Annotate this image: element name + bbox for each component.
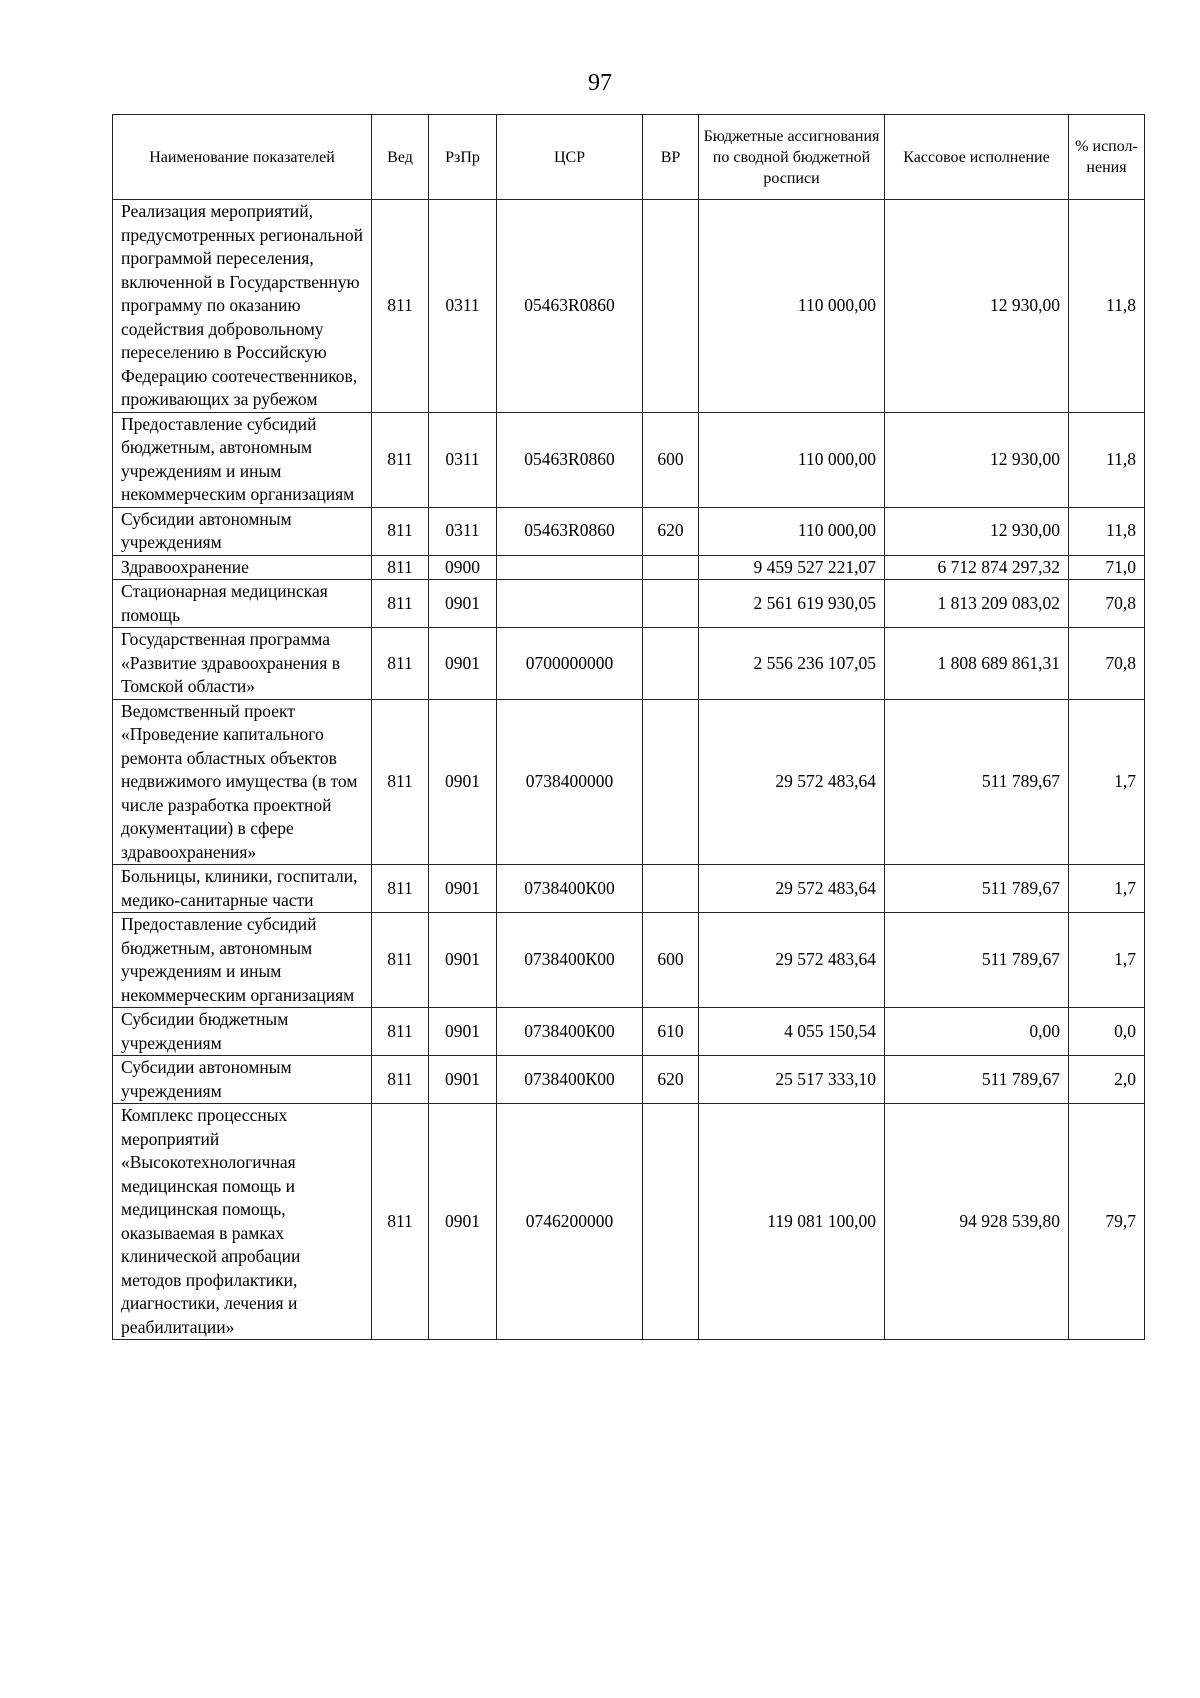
row-csr <box>497 555 643 580</box>
row-assigned: 2 561 619 930,05 <box>699 580 885 628</box>
row-rzpr: 0901 <box>429 913 497 1008</box>
table-row <box>113 507 1145 555</box>
row-vr: 620 <box>643 1056 699 1104</box>
row-csr: 0738400К00 <box>497 1008 643 1056</box>
row-assigned: 110 000,00 <box>699 200 885 413</box>
row-vr: 610 <box>643 1008 699 1056</box>
row-executed: 12 930,00 <box>885 507 1069 555</box>
row-assigned: 4 055 150,54 <box>699 1008 885 1056</box>
row-name: Ведомственный проект «Проведение капитального ремонта областных объектов недвижимого имущества (в том числе разработка проектной документации) в сфере здравоохранения» <box>113 699 372 865</box>
row-csr: 0738400К00 <box>497 1056 643 1104</box>
table-row <box>113 699 1145 865</box>
row-percent: 1,7 <box>1069 865 1145 913</box>
row-executed: 511 789,67 <box>885 865 1069 913</box>
row-assigned: 25 517 333,10 <box>699 1056 885 1104</box>
row-csr: 05463R0860 <box>497 412 643 507</box>
table-row <box>113 1104 1145 1340</box>
row-ved: 811 <box>372 628 429 700</box>
table-row <box>113 555 1145 580</box>
row-vr: 600 <box>643 913 699 1008</box>
table-row <box>113 865 1145 913</box>
row-vr <box>643 555 699 580</box>
row-assigned: 110 000,00 <box>699 507 885 555</box>
row-executed: 6 712 874 297,32 <box>885 555 1069 580</box>
row-percent: 1,7 <box>1069 699 1145 865</box>
row-percent: 1,7 <box>1069 913 1145 1008</box>
header-vr: ВР <box>643 115 699 200</box>
row-ved: 811 <box>372 1056 429 1104</box>
row-ved: 811 <box>372 699 429 865</box>
table-row <box>113 1008 1145 1056</box>
row-assigned: 29 572 483,64 <box>699 913 885 1008</box>
row-executed: 1 808 689 861,31 <box>885 628 1069 700</box>
row-percent: 79,7 <box>1069 1104 1145 1340</box>
row-percent: 11,8 <box>1069 412 1145 507</box>
row-ved: 811 <box>372 580 429 628</box>
row-assigned: 9 459 527 221,07 <box>699 555 885 580</box>
header-name: Наименование показателей <box>113 115 372 200</box>
row-vr: 620 <box>643 507 699 555</box>
header-csr: ЦСР <box>497 115 643 200</box>
row-ved: 811 <box>372 555 429 580</box>
row-csr: 0738400К00 <box>497 865 643 913</box>
row-rzpr: 0311 <box>429 412 497 507</box>
table-row <box>113 628 1145 700</box>
header-percent: % испол-нения <box>1069 115 1145 200</box>
row-executed: 94 928 539,80 <box>885 1104 1069 1340</box>
row-name: Предоставление субсидий бюджетным, автономным учреждениям и иным некоммерческим организациям <box>113 913 372 1008</box>
row-executed: 0,00 <box>885 1008 1069 1056</box>
table-row <box>113 580 1145 628</box>
row-executed: 12 930,00 <box>885 412 1069 507</box>
row-assigned: 2 556 236 107,05 <box>699 628 885 700</box>
row-executed: 511 789,67 <box>885 1056 1069 1104</box>
row-rzpr: 0900 <box>429 555 497 580</box>
row-percent: 70,8 <box>1069 580 1145 628</box>
row-csr: 05463R0860 <box>497 507 643 555</box>
row-name: Субсидии автономным учреждениям <box>113 507 372 555</box>
row-name: Стационарная медицинская помощь <box>113 580 372 628</box>
row-rzpr: 0901 <box>429 699 497 865</box>
row-vr <box>643 699 699 865</box>
page-number: 97 <box>588 70 612 96</box>
row-ved: 811 <box>372 1008 429 1056</box>
header-ved: Вед <box>372 115 429 200</box>
row-rzpr: 0311 <box>429 507 497 555</box>
row-csr: 0746200000 <box>497 1104 643 1340</box>
header-executed: Кассовое исполнение <box>885 115 1069 200</box>
row-ved: 811 <box>372 200 429 413</box>
row-assigned: 119 081 100,00 <box>699 1104 885 1340</box>
row-name: Комплекс процессных мероприятий «Высокотехнологичная медицинская помощь и медицинская помощь, оказываемая в рамках клинической апробации методов профилактики, диагностики, лечения и реабилитации» <box>113 1104 372 1340</box>
header-assigned: Бюджетные ассигнования по сводной бюджетной росписи <box>699 115 885 200</box>
row-percent: 2,0 <box>1069 1056 1145 1104</box>
row-name: Реализация мероприятий, предусмотренных региональной программой переселения, включенной в Государственную программу по оказанию содействия добровольному переселению в Российскую Федерацию соотечественников, проживающих за рубежом <box>113 200 372 413</box>
row-name: Предоставление субсидий бюджетным, автономным учреждениям и иным некоммерческим организациям <box>113 412 372 507</box>
row-percent: 0,0 <box>1069 1008 1145 1056</box>
row-percent: 71,0 <box>1069 555 1145 580</box>
table-row <box>113 412 1145 507</box>
row-vr <box>643 580 699 628</box>
row-vr <box>643 1104 699 1340</box>
row-percent: 11,8 <box>1069 200 1145 413</box>
row-rzpr: 0901 <box>429 628 497 700</box>
row-vr <box>643 200 699 413</box>
row-percent: 70,8 <box>1069 628 1145 700</box>
row-name: Больницы, клиники, госпитали, медико-санитарные части <box>113 865 372 913</box>
row-csr: 05463R0860 <box>497 200 643 413</box>
row-rzpr: 0311 <box>429 200 497 413</box>
row-ved: 811 <box>372 865 429 913</box>
row-name: Здравоохранение <box>113 555 372 580</box>
header-rzpr: РзПр <box>429 115 497 200</box>
row-ved: 811 <box>372 507 429 555</box>
row-csr <box>497 580 643 628</box>
table-row <box>113 200 1145 413</box>
row-assigned: 110 000,00 <box>699 412 885 507</box>
row-rzpr: 0901 <box>429 1056 497 1104</box>
row-executed: 12 930,00 <box>885 200 1069 413</box>
table-header-row <box>113 115 1145 200</box>
row-vr <box>643 865 699 913</box>
row-csr: 0738400К00 <box>497 913 643 1008</box>
row-vr <box>643 628 699 700</box>
row-ved: 811 <box>372 412 429 507</box>
row-assigned: 29 572 483,64 <box>699 699 885 865</box>
row-vr: 600 <box>643 412 699 507</box>
row-name: Субсидии бюджетным учреждениям <box>113 1008 372 1056</box>
budget-execution-table <box>112 114 1145 1340</box>
row-name: Государственная программа «Развитие здравоохранения в Томской области» <box>113 628 372 700</box>
row-ved: 811 <box>372 1104 429 1340</box>
row-csr: 0738400000 <box>497 699 643 865</box>
row-rzpr: 0901 <box>429 1104 497 1340</box>
table-row <box>113 913 1145 1008</box>
row-percent: 11,8 <box>1069 507 1145 555</box>
row-assigned: 29 572 483,64 <box>699 865 885 913</box>
table-row <box>113 1056 1145 1104</box>
row-executed: 1 813 209 083,02 <box>885 580 1069 628</box>
row-name: Субсидии автономным учреждениям <box>113 1056 372 1104</box>
row-rzpr: 0901 <box>429 1008 497 1056</box>
row-ved: 811 <box>372 913 429 1008</box>
row-rzpr: 0901 <box>429 865 497 913</box>
row-executed: 511 789,67 <box>885 913 1069 1008</box>
row-csr: 0700000000 <box>497 628 643 700</box>
row-executed: 511 789,67 <box>885 699 1069 865</box>
row-rzpr: 0901 <box>429 580 497 628</box>
